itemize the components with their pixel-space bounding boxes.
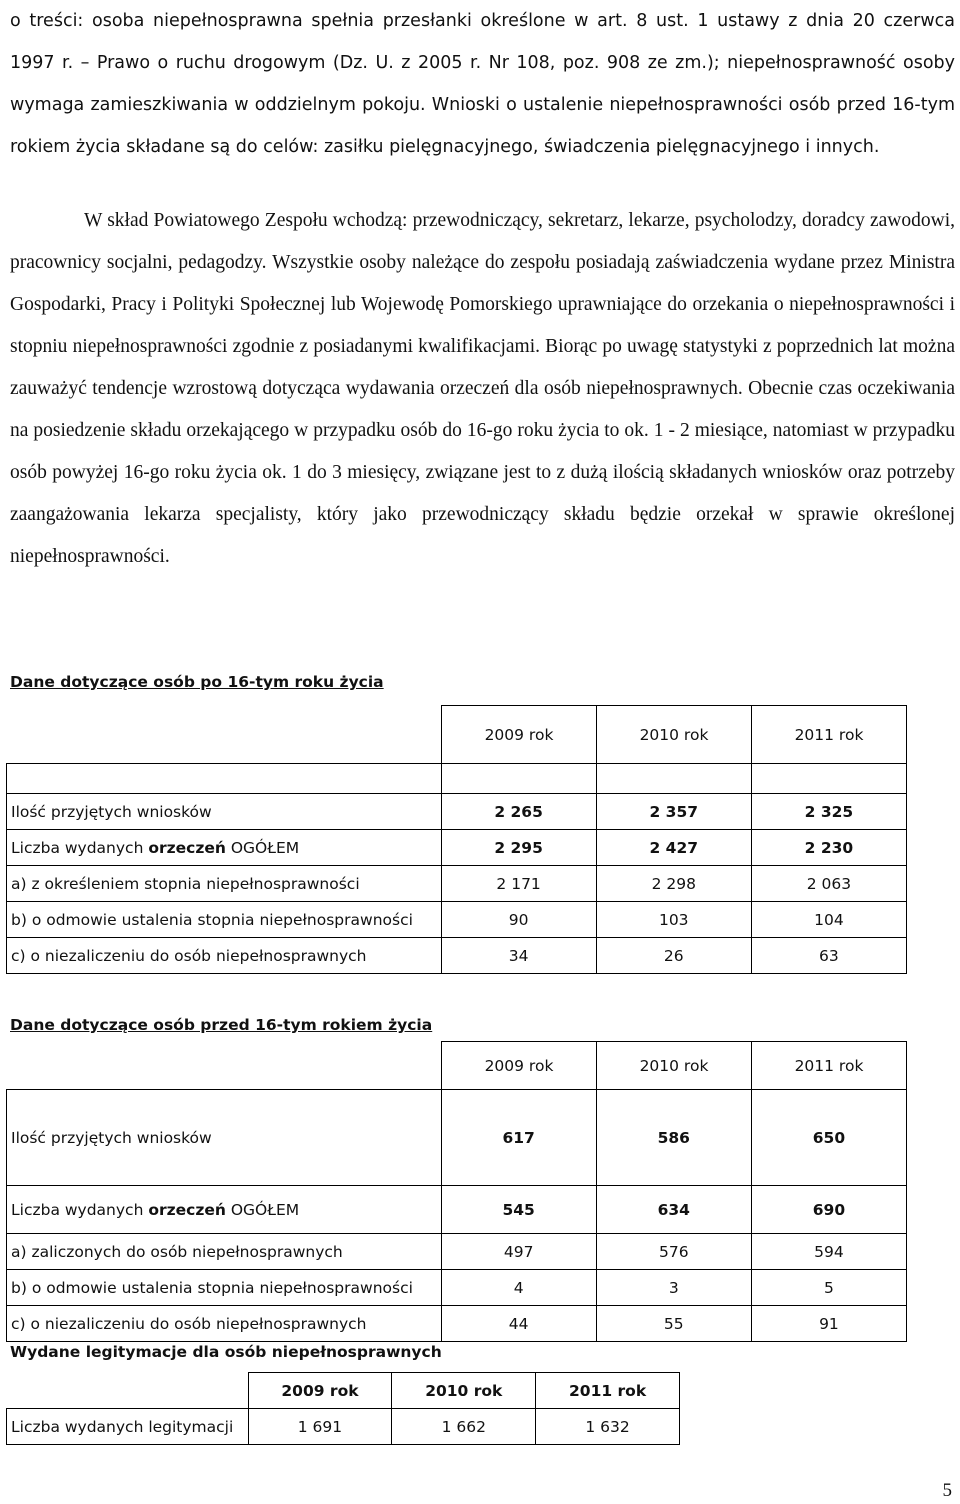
row-label: b) o odmowie ustalenia stopnia niepełnosprawności: [7, 902, 442, 938]
cell-2009: 2 265: [441, 794, 596, 830]
table-row: [7, 1234, 907, 1270]
cell-2010: 3: [596, 1270, 751, 1306]
table3-year-2009: 2009 rok: [248, 1373, 392, 1409]
cell-2010: 2 298: [596, 866, 751, 902]
cell-2011: 594: [751, 1234, 906, 1270]
row-label: a) zaliczonych do osób niepełnosprawnych: [7, 1234, 442, 1270]
cell-2009: 90: [441, 902, 596, 938]
cell-2011: 650: [751, 1090, 906, 1186]
table3-year-2010: 2010 rok: [392, 1373, 536, 1409]
table1-heading: Dane dotyczące osób po 16-tym roku życia: [10, 673, 384, 691]
row-label: Ilość przyjętych wniosków: [7, 1090, 442, 1186]
table-row: [7, 1270, 907, 1306]
row-label: Ilość przyjętych wniosków: [7, 794, 442, 830]
cell-2009: 4: [441, 1270, 596, 1306]
table-row: [7, 1186, 907, 1234]
cell-2010: 634: [596, 1186, 751, 1234]
cell-2009: 545: [441, 1186, 596, 1234]
table-row: [7, 794, 907, 830]
paragraph-1: o treści: osoba niepełnosprawna spełnia przesłanki określone w art. 8 ust. 1 ustawy z dnia 20 czerwca 1997 r. – Prawo o ruchu drogowym (Dz. U. z 2005 r. Nr 108, poz. 908 ze zm.); niepełnosprawność osoby wymaga zamieszkiwania w oddzielnym pokoju. Wnioski o ustalenie niepełnosprawności osób przed 16-tym rokiem życia składane są do celów: zasiłku pielęgnacyjnego, świadczenia pielęgnacyjnego i innych.: [10, 11, 955, 157]
table2-year-2009: 2009 rok: [442, 1042, 597, 1090]
cell-2011: 2 325: [751, 794, 906, 830]
table-row: [7, 902, 907, 938]
cell-2009: 2 171: [441, 866, 596, 902]
table3: [6, 1372, 680, 1445]
row-label: Liczba wydanych legitymacji: [7, 1409, 249, 1445]
cell-2010: 103: [596, 902, 751, 938]
table-row: [7, 866, 907, 902]
table-row: [7, 1409, 680, 1445]
table2: [6, 1089, 907, 1342]
cell-2010: 2 427: [596, 830, 751, 866]
table1-years-header: [441, 705, 907, 764]
row-label: c) o niezaliczeniu do osób niepełnosprawnych: [7, 1306, 442, 1342]
table1-year-2010: 2010 rok: [597, 706, 752, 764]
cell-2010: 55: [596, 1306, 751, 1342]
table3-heading: Wydane legitymacje dla osób niepełnosprawnych: [10, 1343, 442, 1361]
cell-2011: 5: [751, 1270, 906, 1306]
cell-2010: 576: [596, 1234, 751, 1270]
table-row: [7, 1090, 907, 1186]
table2-year-2010: 2010 rok: [597, 1042, 752, 1090]
cell-2011: 1 632: [536, 1409, 680, 1445]
table2-heading: Dane dotyczące osób przed 16-tym rokiem życia: [10, 1016, 433, 1034]
cell-2010: 586: [596, 1090, 751, 1186]
cell-2009: 34: [441, 938, 596, 974]
row-label: Liczba wydanych orzeczeń OGÓŁEM: [7, 1186, 442, 1234]
page-number: 5: [942, 1480, 952, 1501]
paragraph-2: W skład Powiatowego Zespołu wchodzą: przewodniczący, sekretarz, lekarze, psycholodzy, doradcy zawodowi, pracownicy socjalni, pedagodzy. Wszystkie osoby należące do zespołu posiadają zaświadczenia wydane przez Ministra Gospodarki, Pracy i Polityki Społecznej lub Wojewodę Pomorskiego uprawniające do orzekania o niepełnosprawności i stopniu niepełnosprawności zgodnie z posiadanymi kwalifikacjami. Biorąc po uwagę statystyki z poprzednich lat można zauważyć tendencje wzrostową dotycząca wydawania orzeczeń dla osób niepełnosprawnych. Obecnie czas oczekiwania na posiedzenie składu orzekającego w przypadku osób do 16-go roku życia to ok. 1 - 2 miesiące, natomiast w przypadku osób powyżej 16-go roku życia ok. 1 do 3 miesięcy, związane jest to z dużą ilością składanych wniosków oraz potrzeby zaangażowania lekarza specjalisty, który jako przewodniczący składu będzie orzekał w sprawie określonej niepełnosprawności.: [10, 210, 955, 567]
table-row: [7, 830, 907, 866]
row-label: c) o niezaliczeniu do osób niepełnosprawnych: [7, 938, 442, 974]
table1-year-2009: 2009 rok: [442, 706, 597, 764]
cell-2011: 2 230: [751, 830, 906, 866]
row-label: a) z określeniem stopnia niepełnosprawności: [7, 866, 442, 902]
cell-2010: 26: [596, 938, 751, 974]
cell-2011: 104: [751, 902, 906, 938]
cell-2011: 91: [751, 1306, 906, 1342]
cell-2009: 44: [441, 1306, 596, 1342]
table3-year-2011: 2011 rok: [536, 1373, 680, 1409]
row-label: b) o odmowie ustalenia stopnia niepełnosprawności: [7, 1270, 442, 1306]
cell-2011: 690: [751, 1186, 906, 1234]
table1-year-2011: 2011 rok: [752, 706, 907, 764]
cell-2009: 2 295: [441, 830, 596, 866]
cell-2011: 63: [751, 938, 906, 974]
cell-2011: 2 063: [751, 866, 906, 902]
table1: [6, 763, 907, 974]
cell-2009: 617: [441, 1090, 596, 1186]
row-label: Liczba wydanych orzeczeń OGÓŁEM: [7, 830, 442, 866]
table-row: [7, 1306, 907, 1342]
cell-2009: 497: [441, 1234, 596, 1270]
table-row: [7, 938, 907, 974]
cell-2010: 1 662: [392, 1409, 536, 1445]
table1-spacer-cell: [7, 764, 442, 794]
cell-2010: 2 357: [596, 794, 751, 830]
table2-year-2011: 2011 rok: [752, 1042, 907, 1090]
cell-2009: 1 691: [248, 1409, 392, 1445]
table2-years-header: [441, 1041, 907, 1090]
